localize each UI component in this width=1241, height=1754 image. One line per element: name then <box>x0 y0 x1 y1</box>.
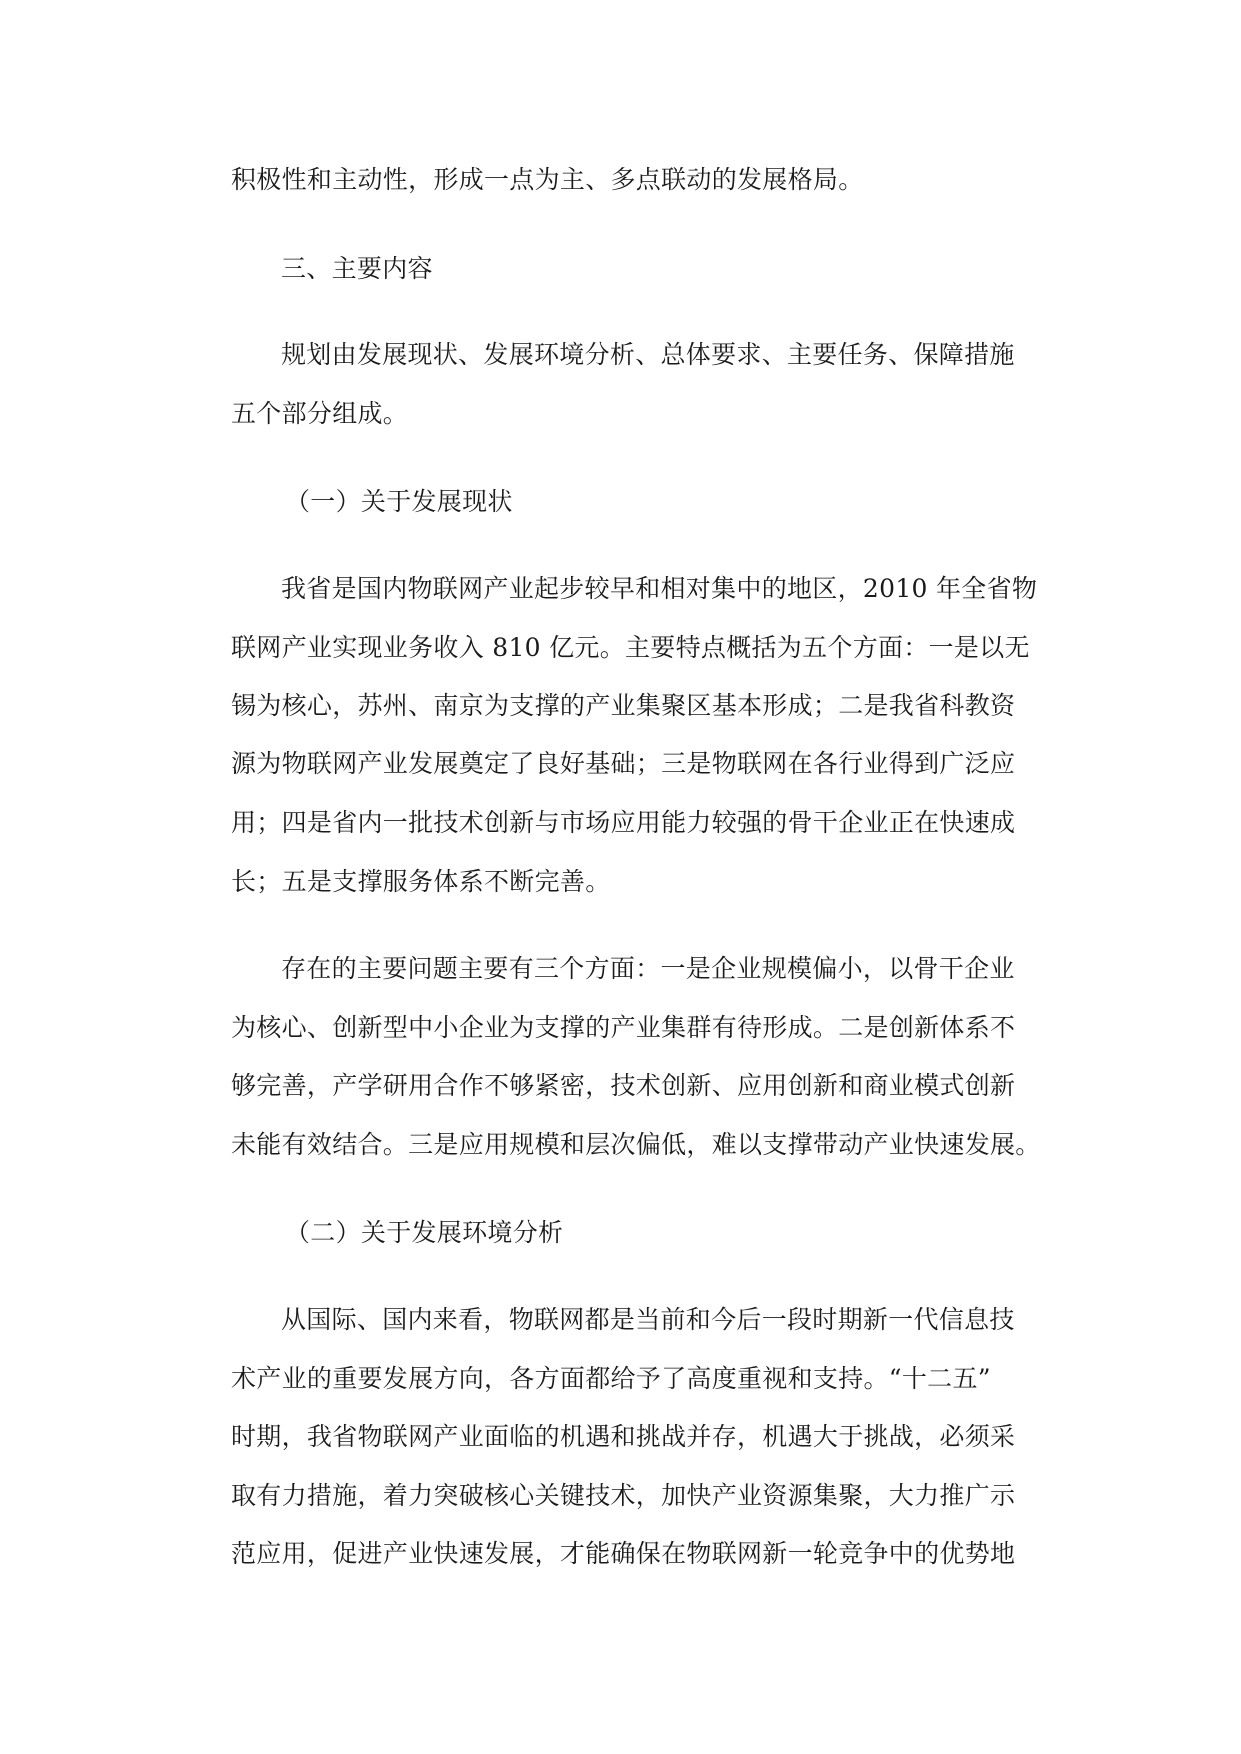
subsection-heading: （一）关于发展现状 <box>285 487 513 516</box>
paragraph-line: 术产业的重要发展方向，各方面都给予了高度重视和支持。“十二五” <box>231 1364 991 1393</box>
paragraph-line: 范应用，促进产业快速发展，才能确保在物联网新一轮竞争中的优势地 <box>231 1539 1016 1568</box>
paragraph-line: 用；四是省内一批技术创新与市场应用能力较强的骨干企业正在快速成 <box>231 808 1016 837</box>
paragraph-line: 联网产业实现业务收入 810 亿元。主要特点概括为五个方面：一是以无 <box>231 633 1030 662</box>
paragraph-line: 取有力措施，着力突破核心关键技术，加快产业资源集聚，大力推广示 <box>231 1481 1016 1510</box>
subsection-heading: （二）关于发展环境分析 <box>285 1218 564 1247</box>
paragraph-line: 规划由发展现状、发展环境分析、总体要求、主要任务、保障措施 <box>281 340 1015 369</box>
paragraph-line: 够完善，产学研用合作不够紧密，技术创新、应用创新和商业模式创新 <box>231 1071 1016 1100</box>
paragraph-line: 我省是国内物联网产业起步较早和相对集中的地区，2010 年全省物 <box>281 574 1038 603</box>
paragraph-line: 五个部分组成。 <box>231 399 409 428</box>
paragraph-line: 为核心、创新型中小企业为支撑的产业集群有待形成。二是创新体系不 <box>231 1013 1016 1042</box>
paragraph-line: 积极性和主动性，形成一点为主、多点联动的发展格局。 <box>231 165 864 194</box>
paragraph-line: 存在的主要问题主要有三个方面：一是企业规模偏小，以骨干企业 <box>281 954 1015 983</box>
paragraph-line: 锡为核心，苏州、南京为支撑的产业集聚区基本形成；二是我省科教资 <box>231 691 1016 720</box>
paragraph-line: 未能有效结合。三是应用规模和层次偏低，难以支撑带动产业快速发展。 <box>231 1130 1041 1159</box>
section-heading: 三、主要内容 <box>281 254 433 283</box>
paragraph-line: 长；五是支撑服务体系不断完善。 <box>231 867 611 896</box>
paragraph-line: 从国际、国内来看，物联网都是当前和今后一段时期新一代信息技 <box>281 1305 1015 1334</box>
paragraph-line: 源为物联网产业发展奠定了良好基础；三是物联网在各行业得到广泛应 <box>231 749 1016 778</box>
paragraph-line: 时期，我省物联网产业面临的机遇和挑战并存，机遇大于挑战，必须采 <box>231 1422 1016 1451</box>
